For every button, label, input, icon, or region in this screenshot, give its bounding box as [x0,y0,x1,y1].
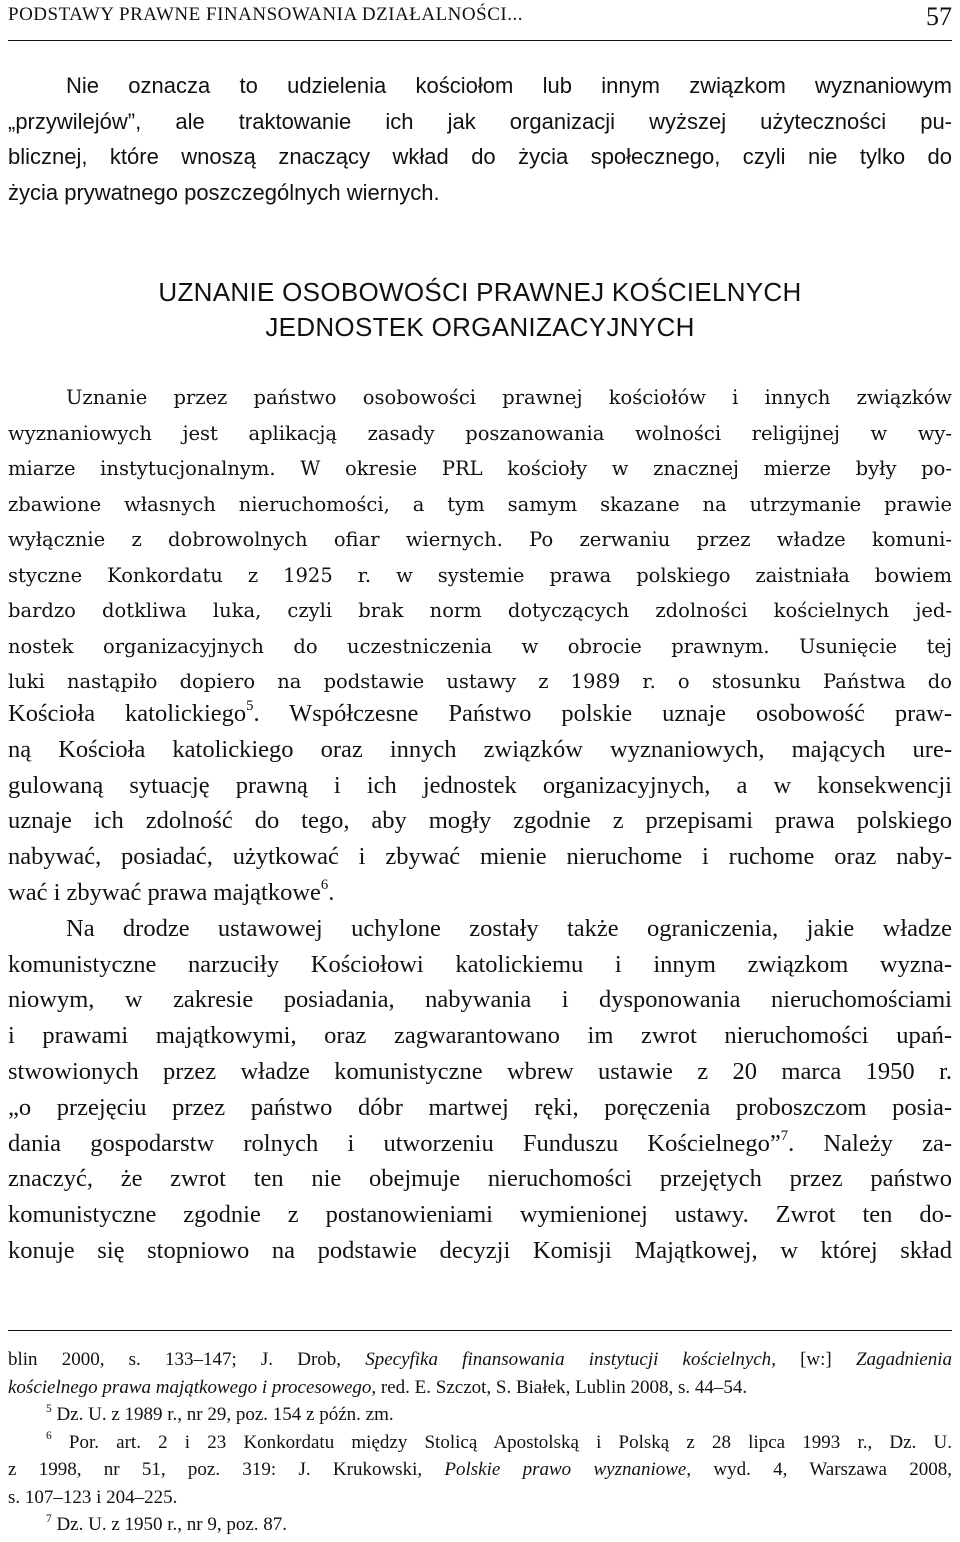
book-title: Polskie prawo wyznaniowe [444,1459,687,1480]
footnote-ref-7[interactable]: 7 [780,1127,789,1144]
body-line: ną Kościoła katolickiego oraz innych związków wyznaniowych, mających ure- [8,735,952,763]
body-line: uznaje ich zdolność do tego, aby mogły zgodnie z przepisami prawa polskiego [8,807,952,835]
intro-line: Nie oznacza to udzielenia kościołom lub innym związkom wyznaniowym [66,73,952,98]
footnote-ref-6[interactable]: 6 [320,877,329,894]
running-title: PODSTAWY PRAWNE FINANSOWANIA DZIAŁALNOŚCI... [8,4,523,25]
text-run: . [328,878,335,906]
body-line: niowym, w zakresie posiadania, nabywania i dysponowania nieruchomościami [8,986,952,1014]
body-line: luki nastąpiło dopiero na podstawie ustawy z 1989 r. o stosunku Państwa do [8,670,952,693]
section-heading-line: JEDNOSTEK ORGANIZACYJNYCH [265,312,695,342]
running-header [8,4,952,40]
body-line [8,875,952,911]
body-line [8,1126,952,1162]
section-heading [8,275,952,345]
intro-line: blicznej, które wnoszą znaczący wkład do życia społecznego, czyli nie tylko do [8,144,952,169]
book-title: Zagadnienia [855,1349,952,1370]
page-number: 57 [926,2,952,31]
footnote-number: 5 [46,1402,52,1415]
body-line: gulowaną sytuację prawną i ich jednostek organizacyjnych, a w konsekwencji [8,771,952,799]
body-line: bardzo dotkliwa luka, czyli brak norm dotyczących zdolności kościelnych jed- [8,599,952,622]
text-run: wać i zbywać prawa majątkowe [8,878,321,906]
body-paragraph [8,380,952,700]
body-line: Na drodze ustawowej uchylone zostały także ograniczenia, jakie władze [66,914,952,942]
text-run: , red. E. Szczot, S. Białek, Lublin 2008, s. 44–54. [371,1376,748,1398]
text-run: Por. art. 2 i 23 Konkordatu między Stolicą Apostolską i Polską z 28 lipca 1993 r., Dz. U. [51,1431,952,1453]
body-line: i prawami majątkowymi, oraz zagwarantowano im zwrot nieruchomości upań- [8,1022,952,1050]
body-line: wyznaniowych jest aplikacją zasady poszanowania wolności religijnej w wy- [8,421,952,445]
footnote-number: 7 [46,1512,52,1525]
section-heading-line: UZNANIE OSOBOWOŚCI PRAWNEJ KOŚCIELNYCH [158,277,802,307]
body-line: komunistyczne narzuciły Kościołowi katolickiemu i innym związkom wyzna- [8,950,952,978]
body-paragraph-continued [8,696,952,1269]
body-line: styczne Konkordatu z 1925 r. w systemie prawa polskiego zaistniała bowiem [8,563,952,587]
footnote-line [8,1456,952,1484]
footnote-ref-5[interactable]: 5 [246,698,254,715]
text-run: , wyd. 4, Warszawa 2008, [686,1459,952,1480]
text-run: . Współczesne Państwo polskie uznaje osobowość praw- [253,700,952,727]
text-run: . Należy za- [788,1129,952,1157]
text-run: Kościoła katolickiego [8,700,247,727]
footnote-line [8,1346,952,1374]
footnote-5 [8,1401,952,1429]
text-run: Dz. U. z 1950 r., nr 9, poz. 87. [51,1514,288,1535]
footnote-number: 6 [46,1430,52,1443]
footnote-line: s. 107–123 i 204–225. [8,1486,178,1508]
text-run: z 1998, nr 51, poz. 319: J. Krukowski, [8,1459,445,1480]
header-divider [8,40,952,41]
body-line: stwowionych przez władze komunistyczne wbrew ustawie z 20 marca 1950 r. [8,1057,952,1085]
body-line: „o przejęciu przez państwo dóbr martwej ręki, poręczenia proboszczom posia- [8,1093,952,1121]
body-line: znaczyć, że zwrot ten nie obejmuje nieruchomości przejętych przez państwo [8,1165,952,1193]
footnote-6 [8,1429,952,1457]
body-line: zbawione własnych nieruchomości, a tym samym skazane na utrzymanie prawie [8,492,952,516]
intro-line: „przywilejów”, ale traktowanie ich jak organizacji wyższej użyteczności pu- [8,108,952,134]
footnote-divider [8,1330,952,1331]
footnotes [8,1346,952,1539]
footnote-line [8,1374,952,1402]
body-line: nostek organizacyjnych do uczestniczenia w obrocie prawnym. Usunięcie tej [8,634,952,658]
text-run: dania gospodarstw rolnych i utworzeniu Funduszu Kościelnego” [8,1129,781,1157]
text-run: , [w:] [771,1349,856,1370]
body-line: nabywać, posiadać, użytkować i zbywać mienie nieruchome i ruchome oraz naby- [8,843,952,871]
body-line: komunistyczne zgodnie z postanowieniami wymienionej ustawy. Zwrot ten do- [8,1201,952,1229]
text-run: Dz. U. z 1989 r., nr 29, poz. 154 z późn. zm. [51,1404,394,1425]
intro-line: życia prywatnego poszczególnych wiernych. [8,179,440,205]
body-line: miarze instytucjonalnym. W okresie PRL kościoły w znacznej mierze były po- [8,457,952,480]
intro-paragraph [8,68,952,210]
body-line [8,696,952,732]
footnote-7 [8,1511,952,1539]
text-run: blin 2000, s. 133–147; J. Drob, [8,1349,366,1370]
body-line: Uznanie przez państwo osobowości prawnej kościołów i innych związków [66,386,952,409]
body-line: wyłącznie z dobrowolnych ofiar wiernych. Po zerwaniu przez władze komuni- [8,528,952,551]
body-line: konuje się stopniowo na podstawie decyzji Komisji Majątkowej, w której skład [8,1236,952,1264]
book-title: Specyfika finansowania instytucji kościelnych [365,1349,772,1370]
book-title: kościelnego prawa majątkowego i procesowego [8,1376,372,1398]
